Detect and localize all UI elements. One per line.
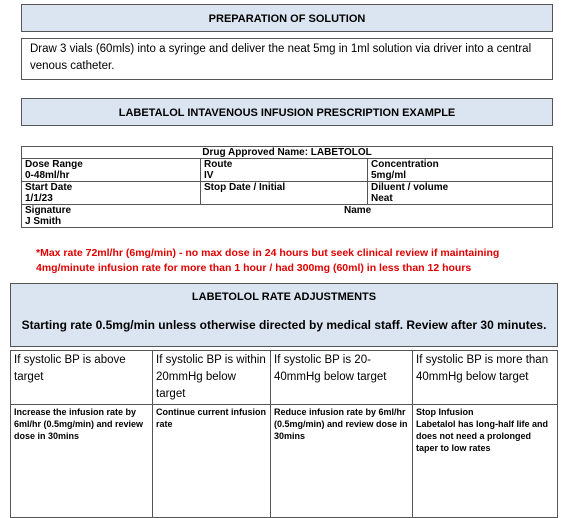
- max-rate-warning: [36, 246, 556, 276]
- rate-adjustments-subheading: Starting rate 0.5mg/min unless otherwise directed by medical staff. Review after 30 minutes.: [21, 318, 547, 332]
- rate-adjustment-table: [10, 350, 558, 518]
- rate-adjustments-heading: LABETOLOL RATE ADJUSTMENTS: [191, 291, 377, 303]
- route-label: Route: [204, 159, 233, 170]
- prescription-row: [22, 182, 553, 205]
- dose-range-label: Dose Range: [25, 159, 83, 170]
- concentration-cell: [368, 159, 553, 182]
- start-date-value: 1/1/23: [25, 193, 53, 204]
- signature-cell: [22, 205, 553, 228]
- preparation-text: Draw 3 vials (60mls) into a syringe and deliver the neat 5mg in 1ml solution via driver into a central venous catheter.: [21, 38, 553, 80]
- rate-adjustments-box: [10, 283, 558, 347]
- prescription-row: [22, 205, 553, 228]
- start-date-label: Start Date: [25, 182, 73, 193]
- diluent-value: Neat: [371, 193, 393, 204]
- start-date-cell: [22, 182, 201, 205]
- action-cell: Increase the infusion rate by 6ml/hr (0.5mg/min) and review dose in 30mins: [11, 405, 153, 518]
- condition-row: [11, 351, 558, 405]
- dose-range-value: 0-48ml/hr: [25, 170, 70, 181]
- prescription-title-row: [22, 147, 553, 159]
- name-label: Name: [344, 205, 372, 216]
- prescription-table: [21, 146, 553, 228]
- diluent-label: Diluent / volume: [371, 182, 449, 193]
- signature-value: J Smith: [25, 216, 62, 227]
- prescription-row: [22, 159, 553, 182]
- condition-cell: If systolic BP is 20-40mmHg below target: [271, 351, 413, 405]
- concentration-label: Concentration: [371, 159, 439, 170]
- action-cell: Stop Infusion Labetalol has long-half life and does not need a prolonged taper to low rates: [413, 405, 558, 518]
- action-row: [11, 405, 558, 518]
- route-cell: [201, 159, 368, 182]
- stop-date-label: Stop Date / Initial: [204, 182, 286, 193]
- diluent-cell: [368, 182, 553, 205]
- dose-range-cell: [22, 159, 201, 182]
- stop-date-cell: [201, 182, 368, 205]
- preparation-heading: PREPARATION OF SOLUTION: [21, 4, 553, 32]
- action-cell: Continue current infusion rate: [153, 405, 271, 518]
- prescription-heading: LABETALOL INTAVENOUS INFUSION PRESCRIPTION EXAMPLE: [21, 98, 553, 126]
- warning-line-1: *Max rate 72ml/hr (6mg/min) - no max dose in 24 hours but seek clinical review if maintaining: [36, 247, 500, 259]
- condition-cell: If systolic BP is above target: [11, 351, 153, 405]
- drug-approved-name: Drug Approved Name: LABETOLOL: [22, 147, 553, 159]
- condition-cell: If systolic BP is within 20mmHg below target: [153, 351, 271, 405]
- action-cell: Reduce infusion rate by 6ml/hr (0.5mg/min) and review dose in 30mins: [271, 405, 413, 518]
- signature-label: Signature: [25, 205, 72, 216]
- condition-cell: If systolic BP is more than 40mmHg below target: [413, 351, 558, 405]
- concentration-value: 5mg/ml: [371, 170, 407, 181]
- route-value: IV: [204, 170, 214, 181]
- warning-line-2: 4mg/minute infusion rate for more than 1 hour / had 300mg (60ml) in less than 12 hours: [36, 262, 472, 274]
